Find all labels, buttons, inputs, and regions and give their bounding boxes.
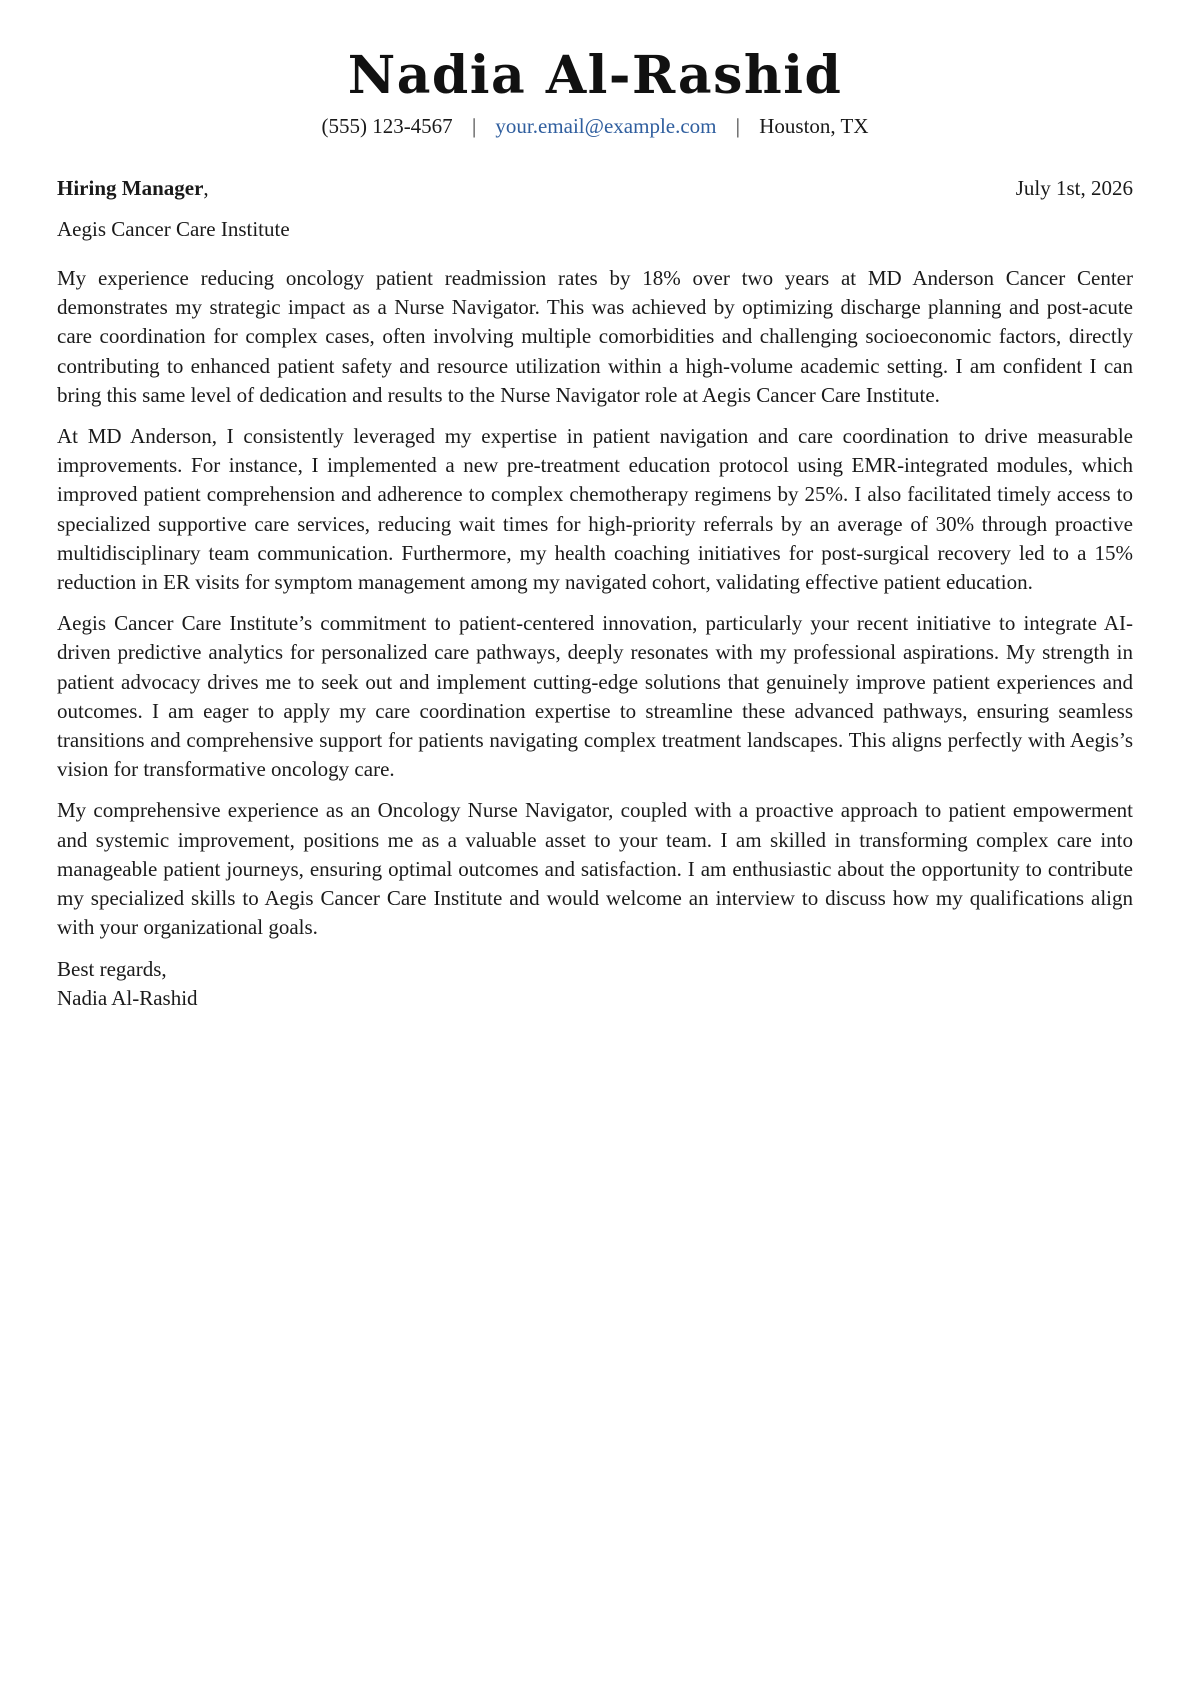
- signature-name: Nadia Al-Rashid: [57, 986, 198, 1011]
- body-paragraph: My experience reducing oncology patient readmission rates by 18% over two years at MD Anderson Cancer Center demonstrates my strategic impact as a Nurse Navigator. This was achieved by optimizing discharge planning and post-acute care coordination for complex cases, often involving multiple comorbidities and challenging socioeconomic factors, directly contributing to enhanced patient safety and resource utilization within a high-volume academic setting. I am confident I can bring this same level of dedication and results to the Nurse Navigator role at Aegis Cancer Care Institute.: [57, 266, 1133, 407]
- company-name: Aegis Cancer Care Institute: [57, 217, 290, 241]
- location: Houston, TX: [759, 114, 869, 138]
- letter-date: July 1st, 2026: [1015, 176, 1133, 200]
- salutation-row: [57, 174, 1133, 202]
- contact-line: [57, 112, 1133, 140]
- closing-phrase: Best regards,: [57, 957, 167, 982]
- recipient-name: Hiring Manager: [57, 176, 204, 200]
- closing-block: [57, 955, 1133, 1013]
- contact-separator: |: [471, 114, 477, 138]
- email-link[interactable]: your.email@example.com: [495, 114, 717, 138]
- recipient: [57, 174, 209, 202]
- body-paragraph: At MD Anderson, I consistently leveraged my expertise in patient navigation and care coordination to drive measurable improvements. For instance, I implemented a new pre-treatment education protocol using EMR-integrated modules, which improved patient comprehension and adherence to complex chemotherapy regimens by 25%. I also facilitated timely access to specialized supportive care services, reducing wait times for high-priority referrals by an average of 30% through proactive multidisciplinary team communication. Furthermore, my health coaching initiatives for post-surgical recovery led to a 15% reduction in ER visits for symptom management among my navigated cohort, validating effective patient education.: [57, 424, 1133, 595]
- applicant-name: Nadia Al-Rashid: [347, 45, 843, 106]
- contact-separator: |: [735, 114, 740, 138]
- body-paragraph: Aegis Cancer Care Institute’s commitment to patient-centered innovation, particularly your recent initiative to integrate AI-driven predictive analytics for personalized care pathways, deeply resonates with my professional aspirations. My strength in patient advocacy drives me to seek out and implement cutting-edge solutions that genuinely improve patient experiences and outcomes. I am eager to apply my care coordination expertise to streamline these advanced pathways, ensuring seamless transitions and comprehensive support for patients navigating complex treatment landscapes. This aligns perfectly with Aegis’s vision for transformative oncology care.: [57, 611, 1133, 782]
- body-paragraph: My comprehensive experience as an Oncology Nurse Navigator, coupled with a proactive approach to patient empowerment and systemic improvement, positions me as a valuable asset to your team. I am skilled in transforming complex care into manageable patient journeys, ensuring optimal outcomes and satisfaction. I am enthusiastic about the opportunity to contribute my specialized skills to Aegis Cancer Care Institute and would welcome an interview to discuss how my qualifications align with your organizational goals.: [57, 798, 1133, 940]
- recipient-suffix: ,: [203, 176, 209, 200]
- letter-body: [57, 264, 1133, 942]
- phone-number: (555) 123-4567: [321, 114, 453, 138]
